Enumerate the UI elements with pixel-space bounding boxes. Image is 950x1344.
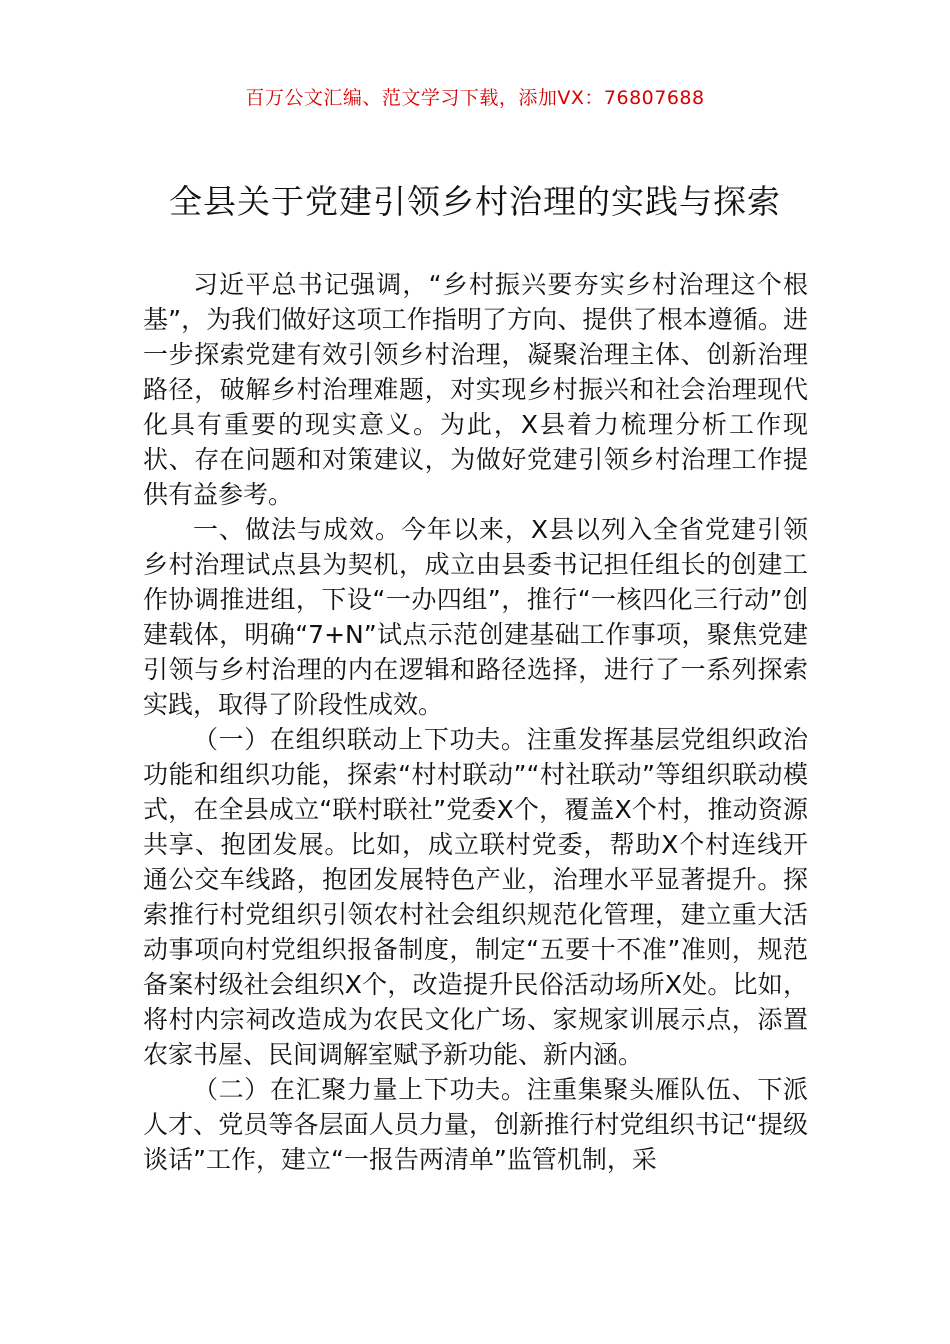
document-body: [143, 267, 808, 1177]
paragraph-subsection-one: （一）在组织联动上下功夫。注重发挥基层党组织政治功能和组织功能，探索“村村联动”“村社联动”等组织联动模式，在全县成立“联村联社”党委X个，覆盖X个村，推动资源共享、抱团发展。比如，成立联村党委，帮助X个村连线开通公交车线路，抱团发展特色产业，治理水平显著提升。探索推行村党组织引领农村社会组织规范化管理，建立重大活动事项向村党组织报备制度，制定“五要十不准”准则，规范备案村级社会组织X个，改造提升民俗活动场所X处。比如，将村内宗祠改造成为农民文化广场、家规家训展示点，添置农家书屋、民间调解室赋予新功能、新内涵。: [143, 725, 808, 1069]
paragraph-intro: 习近平总书记强调，“乡村振兴要夯实乡村治理这个根基”，为我们做好这项工作指明了方向、提供了根本遵循。进一步探索党建有效引领乡村治理，凝聚治理主体、创新治理路径，破解乡村治理难题，对实现乡村振兴和社会治理现代化具有重要的现实意义。为此，X县着力梳理分析工作现状、存在问题和对策建议，为做好党建引领乡村治理工作提供有益参考。: [143, 270, 808, 509]
header-watermark-note: 百万公文汇编、范文学习下载，添加VX：76807688: [245, 87, 705, 109]
paragraph-subsection-two: （二）在汇聚力量上下功夫。注重集聚头雁队伍、下派人才、党员等各层面人员力量，创新推行村党组织书记“提级谈话”工作，建立“一报告两清单”监管机制，采: [143, 1075, 808, 1174]
paragraph-section-one: 一、做法与成效。今年以来，X县以列入全省党建引领乡村治理试点县为契机，成立由县委书记担任组长的创建工作协调推进组，下设“一办四组”，推行“一核四化三行动”创建载体，明确“7+N”试点示范创建基础工作事项，聚焦党建引领与乡村治理的内在逻辑和路径选择，进行了一系列探索实践，取得了阶段性成效。: [143, 515, 808, 719]
document-title: 全县关于党建引领乡村治理的实践与探索: [169, 182, 781, 221]
